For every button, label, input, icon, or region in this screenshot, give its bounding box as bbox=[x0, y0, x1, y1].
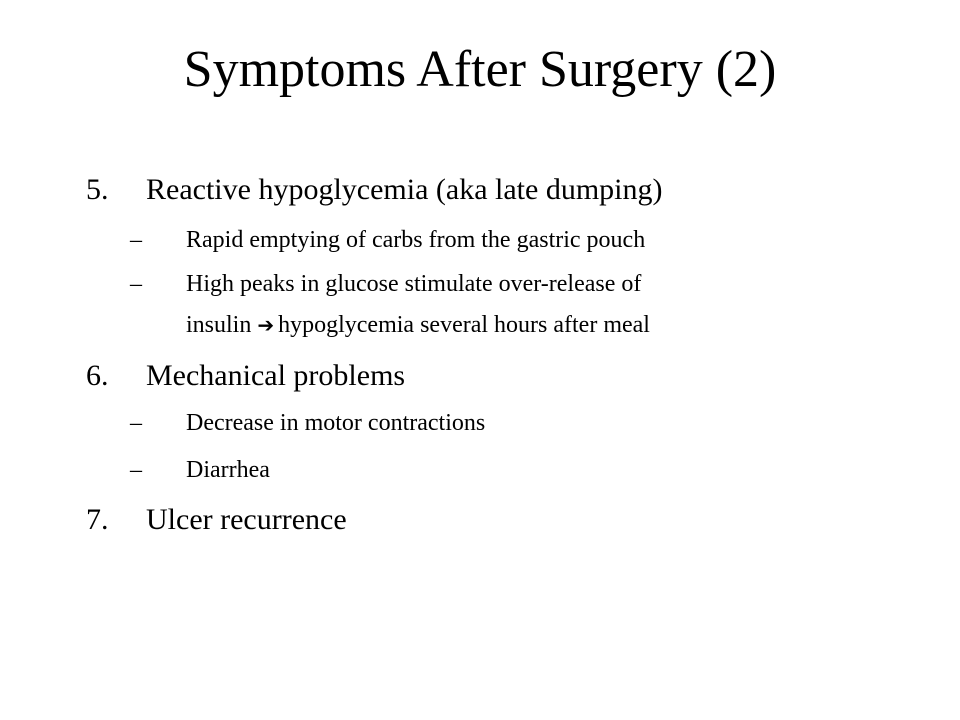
dash-marker: – bbox=[130, 410, 142, 436]
list-item-text: Ulcer recurrence bbox=[146, 503, 347, 536]
list-item-text: Reactive hypoglycemia (aka late dumping) bbox=[146, 173, 663, 206]
list-number: 6. bbox=[86, 359, 109, 392]
sub-item-text: Decrease in motor contractions bbox=[186, 410, 486, 436]
sub-item-text: Rapid emptying of carbs from the gastric pouch bbox=[186, 227, 646, 253]
sub-item-text-line2 bbox=[186, 310, 650, 340]
dash-marker: – bbox=[130, 457, 142, 483]
dash-marker: – bbox=[130, 227, 142, 253]
list-number: 7. bbox=[86, 503, 109, 536]
insulin-text: insulin bbox=[186, 312, 252, 338]
dash-marker: – bbox=[130, 271, 142, 297]
sub-item-text: Diarrhea bbox=[186, 457, 270, 483]
list-item-text: Mechanical problems bbox=[146, 359, 406, 392]
sub-item-text-line1: High peaks in glucose stimulate over-release of bbox=[186, 271, 642, 297]
right-arrow-icon: ➔ bbox=[257, 313, 275, 337]
slide-title: Symptoms After Surgery (2) bbox=[183, 41, 777, 98]
hypoglycemia-text: hypoglycemia several hours after meal bbox=[278, 312, 650, 338]
list-number: 5. bbox=[86, 173, 109, 206]
